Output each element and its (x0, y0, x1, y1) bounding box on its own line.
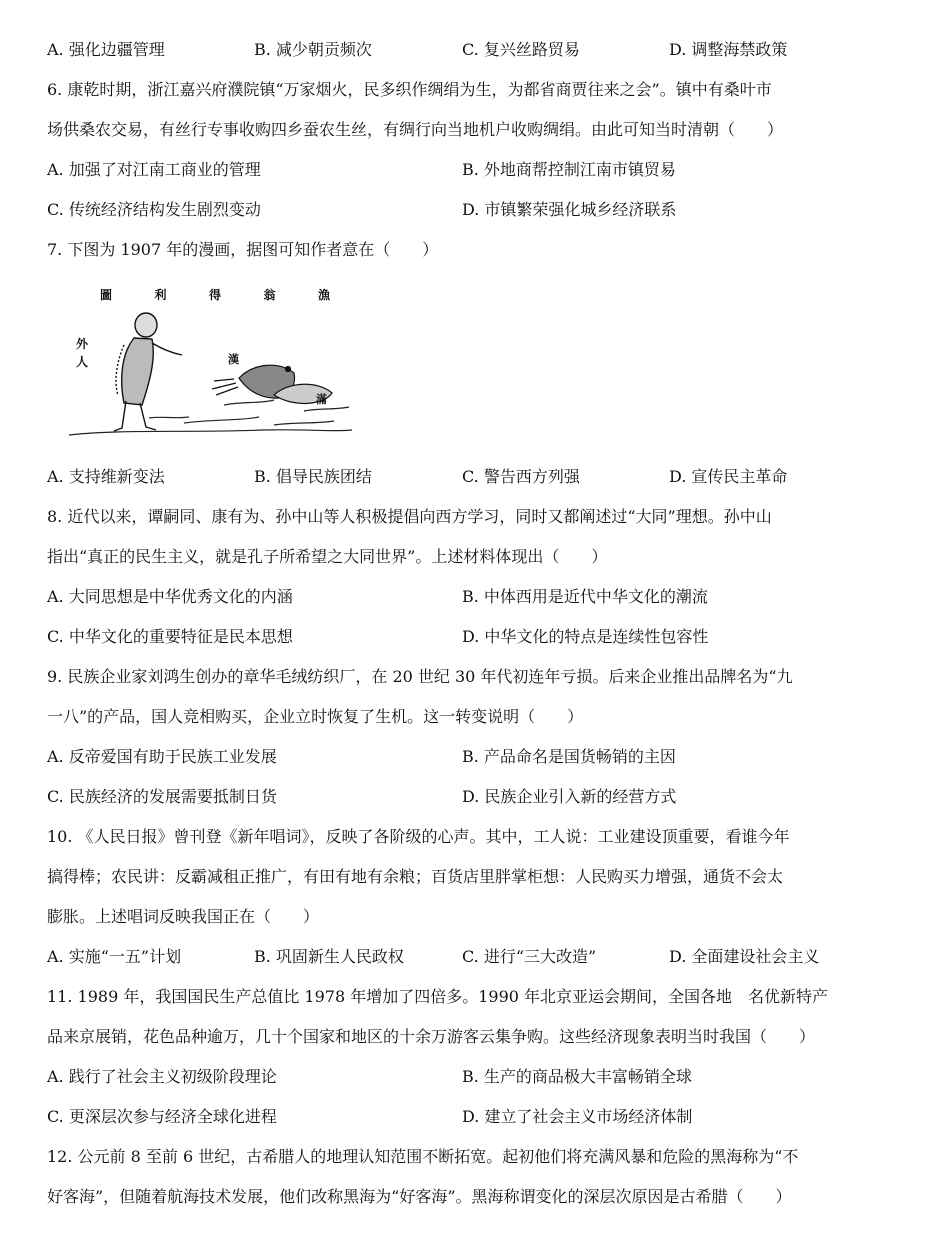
cartoon-title-char: 漁 (317, 288, 330, 302)
q8-stem-line-2: 指出“真正的民生主义，就是孔子所希望之大同世界”。上述材料体现出（ ） (47, 547, 608, 566)
q9-option-d[interactable]: D. 民族企业引入新的经营方式 (462, 787, 677, 806)
q7-option-a[interactable]: A. 支持维新变法 (47, 467, 165, 486)
q5-option-b[interactable]: B. 减少朝贡频次 (254, 40, 372, 59)
q10-stem-line-3: 膨胀。上述唱词反映我国正在（ ） (47, 907, 320, 926)
cartoon-title-char: 得 (208, 288, 221, 302)
q8-option-d[interactable]: D. 中华文化的特点是连续性包容性 (462, 627, 709, 646)
cartoon-label-han: 漢 (228, 353, 239, 366)
cartoon-label-man: 滿 (316, 393, 327, 406)
q8-stem-line-1: 8. 近代以来，谭嗣同、康有为、孙中山等人积极提倡向西方学习，同时又都阐述过“大同”理想。孙中山 (47, 507, 772, 526)
q10-option-c[interactable]: C. 进行“三大改造” (462, 947, 597, 966)
q8-option-a[interactable]: A. 大同思想是中华优秀文化的内涵 (47, 587, 293, 606)
q11-option-a[interactable]: A. 践行了社会主义初级阶段理论 (47, 1067, 277, 1086)
cartoon-title-char: 圖 (100, 288, 113, 302)
q10-stem-line-1: 10. 《人民日报》曾刊登《新年唱词》，反映了各阶级的心声。其中，工人说：工业建设顶重要，看谁今年 (47, 827, 790, 846)
cartoon-label-foreigner-1: 外 (76, 337, 89, 351)
q5-option-a[interactable]: A. 强化边疆管理 (47, 40, 165, 59)
q9-option-b[interactable]: B. 产品命名是国货畅销的主因 (462, 747, 676, 766)
q6-option-d[interactable]: D. 市镇繁荣强化城乡经济联系 (462, 200, 677, 219)
cartoon-ground (69, 400, 352, 435)
q6-option-b[interactable]: B. 外地商帮控制江南市镇贸易 (462, 160, 676, 179)
q11-option-d[interactable]: D. 建立了社会主义市场经济体制 (462, 1107, 693, 1126)
q7-option-d[interactable]: D. 宣传民主革命 (669, 467, 788, 486)
cartoon-illustration (64, 283, 354, 443)
q12-stem-line-2: 好客海”，但随着航海技术发展，他们改称黑海为“好客海”。黑海称谓变化的深层次原因是古希腊（ ） (47, 1187, 792, 1206)
q9-option-a[interactable]: A. 反帝爱国有助于民族工业发展 (47, 747, 277, 766)
q11-stem-line-2: 品来京展销，花色品种逾万，几十个国家和地区的十余万游客云集争购。这些经济现象表明当时我国（ ） (47, 1027, 816, 1046)
q10-stem-line-2: 搞得棒；农民讲：反霸减租正推广，有田有地有余粮；百货店里胖掌柜想：人民购买力增强，通货不会太 (47, 867, 784, 886)
q10-option-b[interactable]: B. 巩固新生人民政权 (254, 947, 404, 966)
cartoon-title-char: 利 (154, 288, 167, 302)
q5-option-d[interactable]: D. 调整海禁政策 (669, 40, 788, 59)
q9-stem-line-2: 一八”的产品，国人竞相购买，企业立时恢复了生机。这一转变说明（ ） (47, 707, 584, 726)
q6-stem-line-1: 6. 康乾时期，浙江嘉兴府濮院镇“万家烟火，民多织作绸绢为生，为都省商贾往来之会”。镇中有桑叶市 (47, 80, 772, 99)
q6-option-a[interactable]: A. 加强了对江南工商业的管理 (47, 160, 261, 179)
q11-option-b[interactable]: B. 生产的商品极大丰富畅销全球 (462, 1067, 692, 1086)
q7-option-b[interactable]: B. 倡导民族团结 (254, 467, 372, 486)
q8-option-c[interactable]: C. 中华文化的重要特征是民本思想 (47, 627, 293, 646)
q8-option-b[interactable]: B. 中体西用是近代中华文化的潮流 (462, 587, 708, 606)
cartoon-title-char: 翁 (263, 288, 276, 302)
q10-option-a[interactable]: A. 实施“一五”计划 (47, 947, 182, 966)
q11-stem-line-1: 11. 1989 年，我国国民生产总值比 1978 年增加了四倍多。1990 年北京亚运会期间，全国各地 名优新特产 (47, 987, 829, 1006)
cartoon-label-foreigner-2: 人 (76, 355, 89, 369)
q9-stem-line-1: 9. 民族企业家刘鸿生创办的章华毛绒纺织厂，在 20 世纪 30 年代初连年亏损。后来企业推出品牌名为“九 (47, 667, 793, 686)
fisherman-figure (114, 313, 182, 431)
q11-option-c[interactable]: C. 更深层次参与经济全球化进程 (47, 1107, 277, 1126)
q7-option-c[interactable]: C. 警告西方列强 (462, 467, 580, 486)
q9-option-c[interactable]: C. 民族经济的发展需要抵制日货 (47, 787, 277, 806)
q6-stem-line-2: 场供桑农交易，有丝行专事收购四乡蚕农生丝，有绸行向当地机户收购绸绢。由此可知当时清朝（ ） (47, 120, 784, 139)
q7-stem-line-1: 7. 下图为 1907 年的漫画，据图可知作者意在（ ） (47, 240, 439, 259)
q6-option-c[interactable]: C. 传统经济结构发生剧烈变动 (47, 200, 261, 219)
q12-stem-line-1: 12. 公元前 8 至前 6 世纪，古希腊人的地理认知范围不断拓宽。起初他们将充满风暴和危险的黑海称为“不 (47, 1147, 799, 1166)
q5-option-c[interactable]: C. 复兴丝路贸易 (462, 40, 580, 59)
q10-option-d[interactable]: D. 全面建设社会主义 (669, 947, 820, 966)
